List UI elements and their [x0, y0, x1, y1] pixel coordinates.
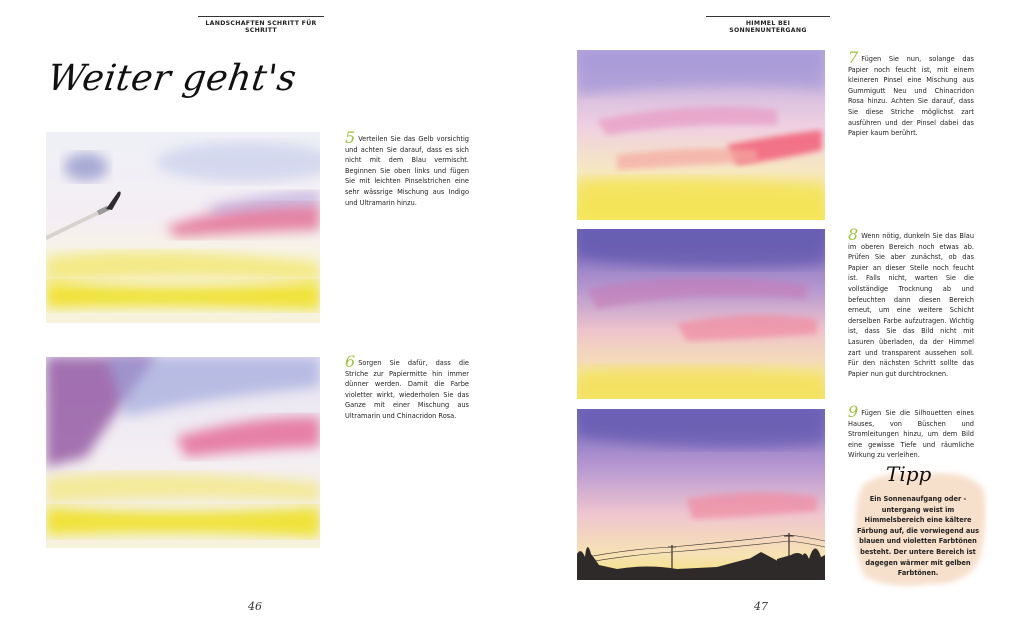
- step-8: [848, 225, 974, 379]
- step-text: Sorgen Sie dafür, dass die Striche zur Papiermitte hin immer dünner werden. Damit die Farbe violetter wirkt, wiederholen Sie das Ganze mit einer Mischung aus Ultramarin und Chinacridon Rosa.: [345, 359, 469, 420]
- running-header-left: [198, 16, 324, 34]
- page-title: Weiter geht's: [45, 58, 300, 99]
- step-text: Wenn nötig, dunkeln Sie das Blau im oberen Bereich noch etwas ab. Prüfen Sie aber zunächst, ob das Papier an dieser Stelle noch feucht ist. Falls nicht, warten Sie die vollständige Trocknung ab und befeuchten dann diesen Bereich erneut, um eine weitere Schicht derselben Farbe aufzutragen. Wichtig ist, dass Sie das Bild nicht mit Lasuren überladen, da der Himmel zart und transparent aussehen soll. Für den nächsten Schritt sollte das Papier nun gut durchtrocknen.: [848, 232, 974, 378]
- tip-title: Tipp: [886, 462, 932, 486]
- step-7-photo: [577, 50, 825, 220]
- header-rule: [706, 16, 830, 17]
- tip-text: Ein Sonnenaufgang oder -untergang weist im Himmelsbereich eine kältere Färbung auf, die vorwiegend aus blauen und violetten Farbtönen besteht. Der untere Bereich ist dagegen wärmer mit gelben Farbtönen.: [856, 495, 980, 578]
- step-number: 6: [345, 352, 356, 371]
- step-number: 5: [345, 128, 356, 147]
- step-9-photo: [577, 409, 825, 580]
- page-number-left: 46: [248, 600, 262, 613]
- step-number: 7: [848, 48, 859, 67]
- step-8-photo: [577, 229, 825, 399]
- step-5-photo: [46, 132, 320, 323]
- page-number-right: 47: [754, 600, 768, 613]
- step-6: [345, 352, 469, 422]
- running-header-right: [706, 16, 830, 34]
- step-9: [848, 402, 974, 461]
- step-text: Verteilen Sie das Gelb vorsichtig und achten Sie darauf, dass es sich nicht mit dem Blau vermischt. Beginnen Sie oben links und fügen Sie mit leichten Pinselstrichen eine sehr wässrige Mischung aus Indigo und Ultramarin hinzu.: [345, 135, 469, 207]
- header-rule: [198, 16, 324, 17]
- step-6-photo: [46, 357, 320, 548]
- header-left-text: LANDSCHAFTEN SCHRITT FÜR SCHRITT: [205, 20, 317, 34]
- step-text: Fügen Sie nun, solange das Papier noch feucht ist, mit einem kleineren Pinsel eine Mischung aus Gummigutt Neu und Chinacridon Rosa hinzu. Achten Sie darauf, dass Sie diese Striche möglichst zart ausführen und der Pinsel dabei das Papier kaum berührt.: [848, 55, 974, 138]
- step-number: 8: [848, 225, 859, 244]
- step-7: [848, 48, 974, 139]
- step-5: [345, 128, 469, 208]
- step-number: 9: [848, 402, 859, 421]
- step-text: Fügen Sie die Silhouetten eines Hauses, von Büschen und Stromleitungen hinzu, um dem Bild eine gewisse Tiefe und räumliche Wirkung zu verleihen.: [848, 409, 974, 460]
- header-right-text: HIMMEL BEI SONNENUNTERGANG: [729, 20, 807, 34]
